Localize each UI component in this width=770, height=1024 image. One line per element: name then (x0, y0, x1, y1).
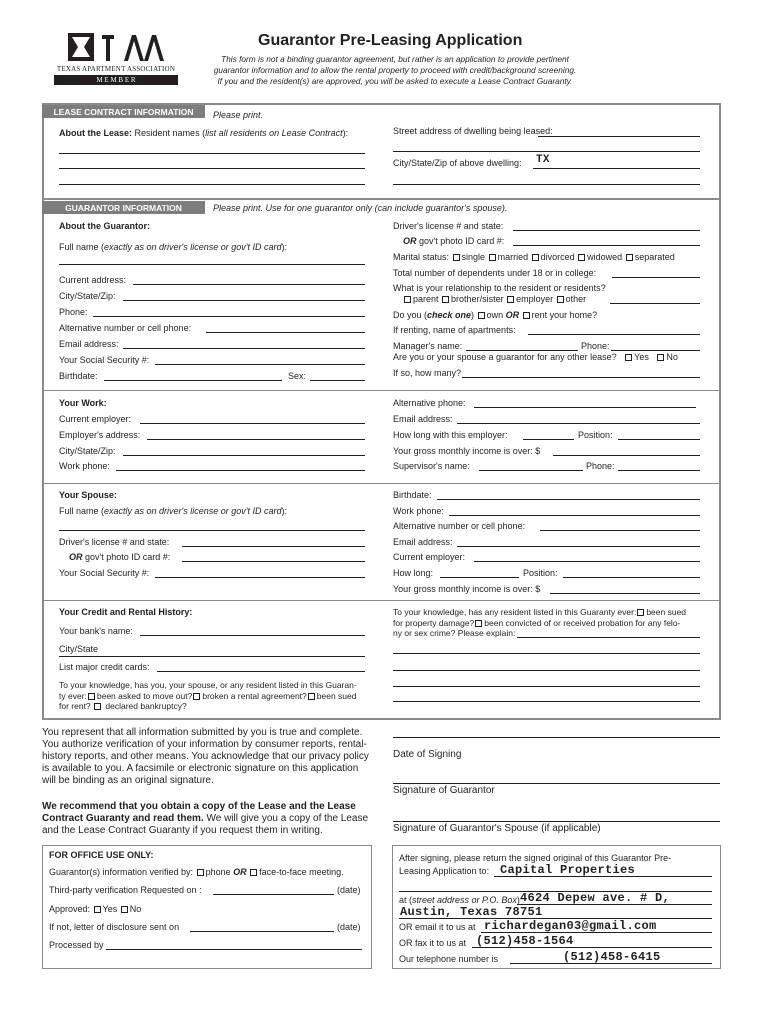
c-r2b: been convicted of or received probation for any felo- (484, 617, 681, 628)
other-lease-no-label: No (666, 352, 678, 362)
approved-no-label: No (129, 904, 142, 914)
disclosure-date-field[interactable] (190, 931, 334, 932)
w-supervisor-field[interactable] (479, 470, 583, 471)
bankruptcy-checkbox[interactable] (94, 703, 101, 710)
rel-other-label: other (565, 294, 587, 304)
return-fax: (512)458-1564 (476, 934, 574, 948)
work-divider (42, 390, 721, 391)
verified-face-label: face-to-face meeting. (259, 867, 344, 877)
rent-checkbox[interactable] (523, 312, 530, 319)
resident-names-a: Resident names ( (134, 128, 206, 138)
c-cards-field[interactable] (157, 671, 365, 672)
verified-face-checkbox[interactable] (250, 869, 257, 876)
g-own-rent (393, 310, 597, 321)
about-lease-label: About the Lease: (59, 128, 133, 138)
own-rent-a: Do you ( (393, 310, 428, 320)
street-field[interactable] (538, 136, 700, 137)
spouse-signature-field[interactable] (393, 821, 720, 822)
office-heading: FOR OFFICE USE ONLY: (49, 850, 154, 860)
c-r1b: been sued (646, 607, 687, 617)
office-verified-label: Guarantor(s) information verified by: (49, 867, 194, 877)
csz-field[interactable] (533, 168, 700, 169)
marital-divorced-label: divorced (540, 252, 575, 262)
w-how-long-label: How long with this employer: (393, 430, 508, 440)
guarantor-signature-field[interactable] (393, 783, 720, 784)
c-q2 (59, 691, 371, 702)
logo-member: M E M B E R (54, 75, 178, 85)
marital-label: Marital status: (393, 252, 450, 262)
office-third-party: Third-party verification Requested on : (49, 885, 202, 895)
street-label: Street address of dwelling being leased: (393, 126, 553, 136)
own-checkbox[interactable] (478, 312, 485, 319)
marital-widowed-label: widowed (587, 252, 623, 262)
g-mgr-phone-label: Phone: (581, 341, 610, 351)
rel-other-field[interactable] (610, 303, 700, 304)
w-phone-field[interactable] (116, 470, 365, 471)
c-r1a: To your knowledge, has any resident listed in this Guaranty ever: (393, 607, 637, 617)
own-label: own (486, 310, 504, 320)
c-bank-field[interactable] (140, 635, 365, 636)
s-email-field[interactable] (457, 546, 700, 547)
return-fax-label: OR fax it to us at (399, 938, 467, 948)
s-work-phone-field[interactable] (449, 515, 700, 516)
street-field-2[interactable] (393, 151, 700, 152)
w-email-field[interactable] (457, 423, 700, 424)
g-mgr-phone-field[interactable] (611, 350, 700, 351)
s-income-label: Your gross monthly income is over: $ (393, 584, 541, 594)
return-tel: (512)458-6415 (563, 950, 661, 964)
rel-employer-checkbox[interactable] (507, 296, 514, 303)
own-rent-or: OR (505, 310, 520, 320)
s-dl-field[interactable] (182, 546, 365, 547)
s-email-label: Email address: (393, 537, 453, 547)
s-alt-phone-field[interactable] (540, 530, 700, 531)
date-signing-field[interactable] (393, 737, 720, 738)
return-line1: After signing, please return the signed original of this Guarantor Pre- (399, 853, 672, 863)
g-other-lease (393, 352, 678, 363)
rel-employer-label: employer (516, 294, 554, 304)
w-email-label: Email address: (393, 414, 453, 424)
office-date2: (date) (337, 922, 361, 932)
marital-separated-checkbox[interactable] (626, 254, 633, 261)
g-csz-label: City/State/Zip: (59, 291, 116, 301)
g-fullname-b: ): (281, 242, 288, 252)
office-date1: (date) (337, 885, 361, 895)
broken-agreement-checkbox[interactable] (193, 693, 200, 700)
s-employer-field[interactable] (474, 561, 700, 562)
w-csz-field[interactable] (123, 455, 365, 456)
c-question (59, 680, 371, 712)
resident-names-i: list all residents on Lease Contract (205, 128, 343, 138)
return-tel-label: Our telephone number is (399, 954, 499, 964)
s-work-phone-label: Work phone: (393, 506, 444, 516)
processed-by-field[interactable] (106, 949, 362, 950)
s-id-text: gov't photo ID card #: (82, 552, 171, 562)
g-manager-label: Manager's name: (393, 341, 463, 351)
convicted-checkbox[interactable] (475, 620, 482, 627)
w-address-label: Employer's address: (59, 430, 141, 440)
g-relationship-options (403, 294, 586, 305)
rel-parent-label: parent (413, 294, 439, 304)
marital-separated-label: separated (634, 252, 675, 262)
s-fullname-a: Full name ( (59, 506, 105, 516)
csz-field-2[interactable] (393, 184, 700, 185)
header-intro (180, 54, 610, 87)
guarantor-signature-label: Signature of Guarantor (393, 785, 495, 796)
marital-single-label: single (461, 252, 486, 262)
spouse-divider (42, 483, 721, 484)
office-approved (49, 904, 141, 915)
approved-label: Approved: (49, 904, 91, 914)
s-ssn-field[interactable] (155, 577, 365, 578)
other-lease-no-checkbox[interactable] (657, 354, 664, 361)
g-dependents-label: Total number of dependents under 18 or in college: (393, 268, 597, 278)
return-at-i: street address or P.O. Box (412, 895, 517, 905)
rel-parent-checkbox[interactable] (404, 296, 411, 303)
approved-no-checkbox[interactable] (121, 906, 128, 913)
g-ssn-label: Your Social Security #: (59, 355, 150, 365)
s-fullname-field[interactable] (59, 530, 365, 531)
c-city-state-label: City/State (59, 644, 99, 654)
w-employer-field[interactable] (140, 423, 365, 424)
s-how-long-field[interactable] (440, 577, 519, 578)
g-fullname-a: Full name ( (59, 242, 105, 252)
approved-yes-label: Yes (102, 904, 118, 914)
g-relationship-label: What is your relationship to the resident or residents? (393, 283, 606, 293)
about-guarantor: About the Guarantor: (59, 221, 150, 231)
csz-label: City/State/Zip of above dwelling: (393, 158, 522, 168)
c-explain-field[interactable] (393, 653, 700, 654)
c-r2 (393, 618, 713, 629)
g-alt-phone-field[interactable] (206, 332, 365, 333)
g-renting-field[interactable] (528, 334, 700, 335)
g-fullname-i: exactly as on driver's license or gov't ID card (104, 242, 282, 252)
g-fullname-label (59, 242, 287, 253)
return-line2: Leasing Application to: (399, 866, 490, 876)
g-fullname-field[interactable] (59, 264, 365, 265)
return-address1: 4624 Depew ave. # D, (520, 891, 671, 905)
about-lease (59, 128, 348, 139)
marital-married-label: married (497, 252, 529, 262)
rel-sibling-label: brother/sister (451, 294, 504, 304)
c-q1: To your knowledge, has you, your spouse, or any resident listed in this Guaran- (59, 680, 357, 690)
c-q3a: for rent? (59, 701, 91, 711)
w-address-field[interactable] (147, 439, 365, 440)
verified-phone-label: phone (205, 867, 231, 877)
rel-sibling-checkbox[interactable] (442, 296, 449, 303)
s-id-label (69, 552, 170, 563)
verified-phone-checkbox[interactable] (197, 869, 204, 876)
s-fullname-label (59, 506, 287, 517)
s-ssn-label: Your Social Security #: (59, 568, 150, 578)
work-heading: Your Work: (59, 398, 107, 408)
c-q3b: declared bankruptcy? (105, 701, 187, 711)
c-q2b: been asked to move out? (96, 690, 193, 701)
legal-recommend-rest: We will give you a copy of the Lease and the Lease Contract Guaranty if you request them in writing. (42, 813, 369, 836)
g-how-many-field[interactable] (462, 377, 700, 378)
g-email-field[interactable] (123, 348, 365, 349)
c-q2c: broken a rental agreement? (202, 690, 307, 701)
s-alt-phone-label: Alternative number or cell phone: (393, 521, 526, 531)
c-r3: ny or sex crime? Please explain: (393, 628, 516, 638)
page-title: Guarantor Pre-Leasing Application (258, 32, 523, 49)
own-rent-b: ) (471, 310, 475, 320)
w-income-field[interactable] (553, 455, 700, 456)
office-verified (49, 867, 344, 878)
other-lease-yes-label: Yes (634, 352, 649, 362)
s-dl-label: Driver's license # and state: (59, 537, 170, 547)
s-birthdate-field[interactable] (437, 499, 700, 500)
g-email-label: Email address: (59, 339, 119, 349)
c-explain-field[interactable] (393, 686, 700, 687)
g-dependents-field[interactable] (612, 277, 700, 278)
w-csz-label: City/State/Zip: (59, 446, 116, 456)
c-explain-field[interactable] (517, 637, 700, 638)
verified-or: OR (233, 867, 247, 877)
resident-names-field[interactable] (59, 153, 365, 154)
c-city-state-field[interactable] (59, 656, 365, 657)
g-dl-label: Driver's license # and state: (393, 221, 504, 231)
taa-logo-icon (66, 31, 164, 63)
g-sex-label: Sex: (288, 371, 307, 381)
g-phone-label: Phone: (59, 307, 88, 317)
g-id-or: OR (403, 236, 417, 246)
return-at-a: at ( (399, 895, 413, 905)
date-signing-label: Date of Signing (393, 749, 462, 760)
s-income-field[interactable] (550, 593, 700, 594)
w-sup-phone-label: Phone: (586, 461, 615, 471)
credit-heading: Your Credit and Rental History: (59, 607, 193, 617)
w-how-long-field[interactable] (523, 439, 574, 440)
g-birthdate-field[interactable] (104, 380, 282, 381)
w-position-label: Position: (578, 430, 613, 440)
property-damage-checkbox[interactable] (637, 609, 644, 616)
w-alt-phone-field[interactable] (474, 407, 696, 408)
g-address-field[interactable] (133, 284, 365, 285)
asked-move-checkbox[interactable] (88, 693, 95, 700)
c-cards-label: List major credit cards: (59, 662, 150, 672)
g-ssn-field[interactable] (155, 364, 365, 365)
c-q2d: been sued (316, 690, 357, 701)
third-party-date-field[interactable] (213, 894, 334, 895)
other-lease-label: Are you or your spouse a guarantor for any other lease? (393, 352, 617, 362)
guarantor-tab: GUARANTOR INFORMATION (42, 201, 205, 214)
s-employer-label: Current employer: (393, 552, 466, 562)
legal-recommend-bold: We recommend that you obtain a copy of the Lease and the Lease Contract Guaranty and read them. (42, 801, 356, 824)
g-renting-label: If renting, name of apartments: (393, 325, 516, 335)
guarantor-section (42, 200, 721, 720)
s-how-long-label: How long: (393, 568, 434, 578)
csz-value: TX (536, 154, 550, 166)
s-fullname-b: ): (281, 506, 288, 516)
c-right-question (393, 607, 713, 639)
return-address2: Austin, Texas 78751 (400, 905, 543, 919)
office-if-not: If not, letter of disclosure sent on (49, 922, 180, 932)
c-q2a: ty ever: (59, 690, 87, 701)
guarantor-please-print: Please print. Use for one guarantor only (can include guarantor's spouse). (213, 203, 508, 213)
resident-names-field[interactable] (59, 184, 365, 185)
g-csz-field[interactable] (123, 300, 365, 301)
rent-label: rent your home? (531, 310, 598, 320)
c-r1 (393, 607, 713, 618)
intro-line: guarantor information and to allow the rental property to proceed with credit/background screening. (213, 65, 577, 75)
lease-tab: LEASE CONTRACT INFORMATION (42, 105, 205, 118)
return-email: richardegan03@gmail.com (484, 919, 657, 933)
rel-other-checkbox[interactable] (557, 296, 564, 303)
return-email-label: OR email it to us at (399, 922, 476, 932)
s-id-or: OR (69, 552, 83, 562)
g-address-label: Current address: (59, 275, 127, 285)
w-alt-phone-label: Alternative phone: (393, 398, 466, 408)
g-id-label (403, 236, 504, 247)
marital-married-checkbox[interactable] (489, 254, 496, 261)
g-how-many-label: If so, how many? (393, 368, 462, 378)
intro-line: This form is not a binding guarantor agreement, but rather is an application to provide pertinent (221, 54, 569, 64)
marital-divorced-checkbox[interactable] (532, 254, 539, 261)
w-sup-phone-field[interactable] (618, 470, 700, 471)
return-company: Capital Properties (500, 863, 636, 877)
g-marital (393, 252, 675, 263)
c-explain-field[interactable] (393, 701, 700, 702)
w-supervisor-label: Supervisor's name: (393, 461, 470, 471)
logo-org: TEXAS APARTMENT ASSOCIATION (56, 65, 176, 73)
w-employer-label: Current employer: (59, 414, 132, 424)
g-id-field[interactable] (513, 245, 700, 246)
s-id-field[interactable] (182, 561, 365, 562)
g-phone-field[interactable] (93, 316, 365, 317)
resident-names-field[interactable] (59, 168, 365, 169)
sued-checkbox[interactable] (308, 693, 315, 700)
w-income-label: Your gross monthly income is over: $ (393, 446, 541, 456)
g-dl-field[interactable] (513, 230, 700, 231)
resident-names-b: ): (342, 128, 349, 138)
spouse-heading: Your Spouse: (59, 490, 117, 500)
g-alt-phone-label: Alternative number or cell phone: (59, 323, 192, 333)
office-processed: Processed by (49, 940, 104, 950)
s-fullname-i: exactly as on driver's license or gov't ID card (104, 506, 282, 516)
marital-single-checkbox[interactable] (453, 254, 460, 261)
g-manager-field[interactable] (466, 350, 578, 351)
s-birthdate-label: Birthdate: (393, 490, 432, 500)
w-phone-label: Work phone: (59, 461, 110, 471)
legal-recommend (42, 801, 372, 837)
c-q3 (59, 701, 371, 712)
c-bank-label: Your bank's name: (59, 626, 133, 636)
intro-line: If you and the resident(s) are approved, you will be asked to execute a Lease Contract Guaranty. (217, 76, 573, 86)
return-at-b: ) (516, 895, 520, 905)
w-position-field[interactable] (618, 439, 700, 440)
spouse-signature-label: Signature of Guarantor's Spouse (if applicable) (393, 823, 601, 834)
legal-paragraph: You represent that all information submitted by you is true and complete. You authorize verification of your information by consumer reports, rental-history reports, and other means. You acknowledge that our privacy policy is available to you. A facsimile or electronic signature on this application will be binding as an original signature. (42, 727, 369, 786)
c-explain-field[interactable] (393, 670, 700, 671)
g-sex-field[interactable] (310, 380, 365, 381)
lease-please-print: Please print. (213, 110, 264, 120)
g-birthdate-label: Birthdate: (59, 371, 98, 381)
other-lease-yes-checkbox[interactable] (625, 354, 632, 361)
g-id-text: gov't photo ID card #: (416, 236, 505, 246)
c-r2a: for property damage? (393, 617, 475, 628)
credit-divider (42, 600, 721, 601)
s-position-label: Position: (523, 568, 558, 578)
s-position-field[interactable] (563, 577, 700, 578)
approved-yes-checkbox[interactable] (94, 906, 101, 913)
own-rent-i: check one (427, 310, 472, 320)
marital-widowed-checkbox[interactable] (578, 254, 585, 261)
